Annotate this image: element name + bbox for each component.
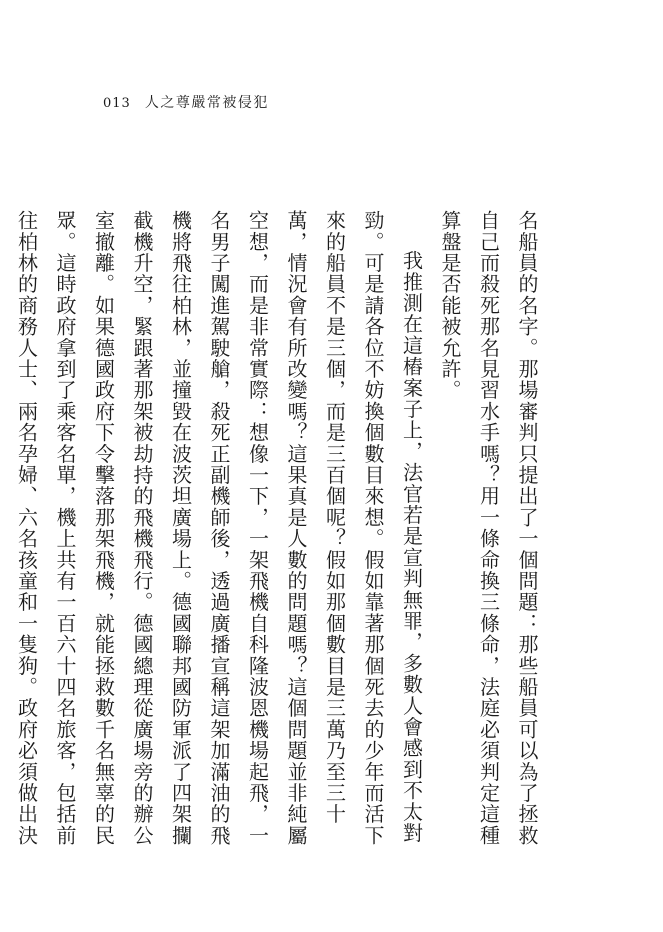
paragraph: 我推測在這樁案子上，法官若是宣判無罪，多數人會感到不太對勁。可是請各位不妨換個數目來想。假如靠著那個死去的少年而活下來的船員不是三個，而是三百個呢？假如那個數目是三萬乃至三十萬，情況會有所改變嗎？這果真是人數的問題嗎？這個問題並非純屬空想，而是非常實際：想像一下，一架飛機自科隆波恩機場起飛，一名男子闖進駕駛艙，殺死正副機師後，透過廣播宣稱這架加滿油的飛機將飛往柏林，並撞毀在波茨坦廣場上。德國聯邦國防軍派了四架攔截機升空，緊跟著那架被劫持的飛機飛行。德國總理從廣場旁的辦公室撤離。如果德國政府下令擊落那架飛機，就能拯救數千名無辜的民眾。這時政府拿到了乘客名單，機上共有一百六十四名旅客，包括前往柏林的商務人士、兩名孕婦、六名孩童和一隻狗。政府必須做出決 [14,210,424,846]
chapter-title: 人之尊嚴常被侵犯 [144,95,269,111]
body-text [14,210,546,860]
page-number: 013 [103,96,131,111]
paragraph-continued: 名船員的名字。那場審判只提出了一個問題：那些船員可以為了拯救自己而殺死那名見習水手嗎？用一條命換三條命，法庭必須判定這種算盤是否能被允許。 [438,210,539,846]
running-header [103,92,269,112]
